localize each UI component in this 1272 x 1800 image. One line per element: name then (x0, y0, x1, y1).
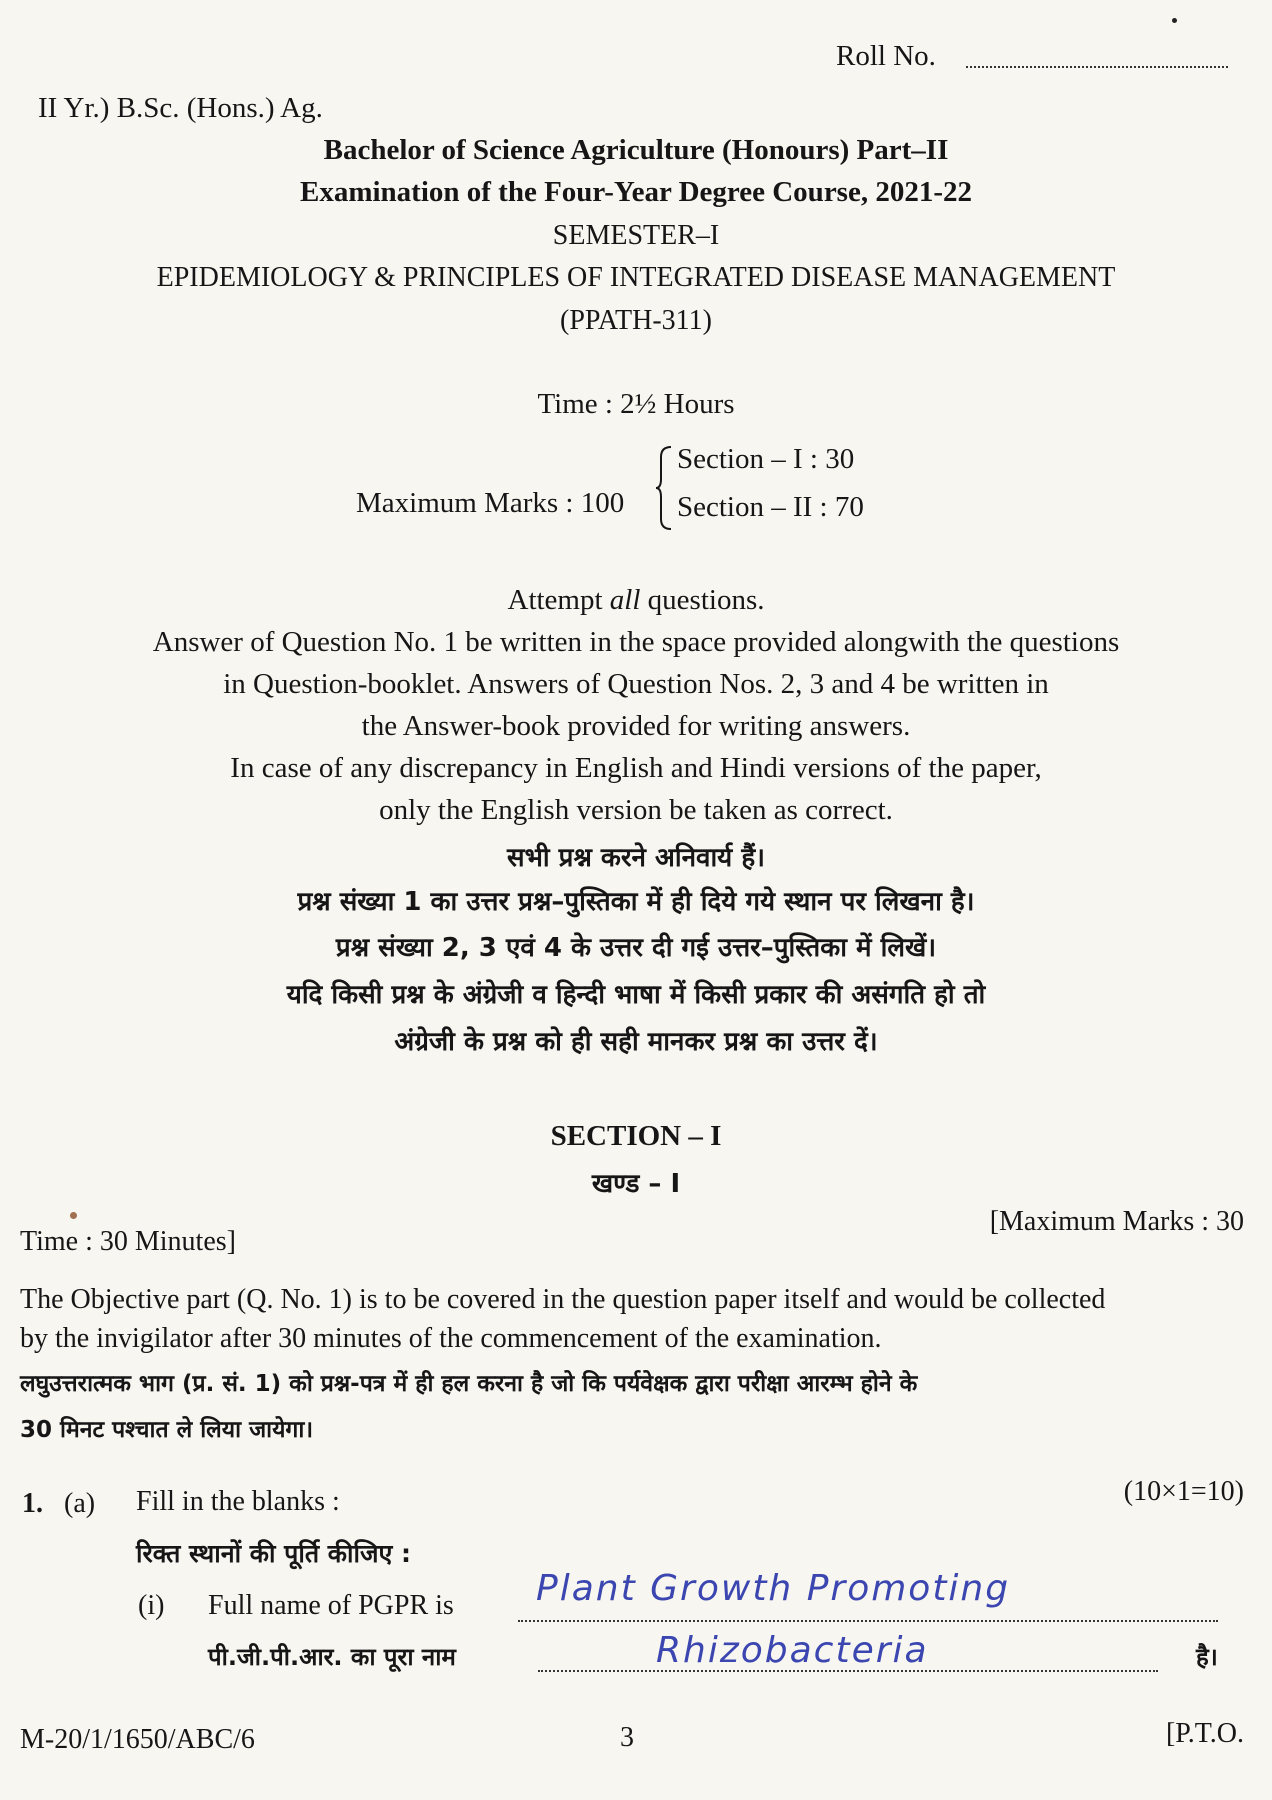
section-1-marks: Section – I : 30 (677, 443, 855, 475)
answer-blank-1[interactable] (518, 1620, 1218, 1622)
instruction-line-2: in Question-booklet. Answers of Question Nos. 2, 3 and 4 be written in (223, 668, 1049, 700)
page-number: 3 (620, 1722, 634, 1753)
subject-title: EPIDEMIOLOGY & PRINCIPLES OF INTEGRATED DISEASE MANAGEMENT (156, 262, 1116, 293)
attempt-emphasis: all (609, 584, 641, 616)
brace-icon (655, 445, 673, 531)
question-marks: (10×1=10) (1123, 1476, 1244, 1507)
course-code: (PPATH-311) (560, 305, 712, 336)
section-max-marks: [Maximum Marks : 30 (989, 1206, 1244, 1237)
semester-label: SEMESTER–I (552, 220, 720, 251)
degree-title: Bachelor of Science Agriculture (Honours) Part–II (323, 134, 949, 166)
hindi-instruction-1: सभी प्रश्न करने अनिवार्य हैं। (507, 843, 765, 873)
objective-note-hindi-1: लघुउत्तरात्मक भाग (प्र. सं. 1) को प्रश्न-पत्र में ही हल करना है जो कि पर्यवेक्षक द्वारा परीक्षा आरम्भ होने के (20, 1371, 918, 1397)
exam-time: Time : 2½ Hours (537, 388, 735, 420)
attempt-instruction: Attempt all questions. (507, 584, 765, 616)
handwritten-answer-1: Plant Growth Promoting (536, 1568, 1011, 1609)
exam-title: Examination of the Four-Year Degree Course, 2021-22 (300, 176, 972, 208)
instruction-line-5: only the English version be taken as correct. (379, 794, 893, 826)
hindi-instruction-5: अंग्रेजी के प्रश्न को ही सही मानकर प्रश्न का उत्तर दें। (394, 1027, 878, 1057)
section-2-marks: Section – II : 70 (677, 491, 864, 523)
maximum-marks: Maximum Marks : 100 (356, 487, 625, 519)
objective-note-hindi-2: 30 मिनट पश्चात ले लिया जायेगा। (20, 1417, 314, 1443)
item-text-hindi: पी.जी.पी.आर. का पूरा नाम (208, 1643, 456, 1671)
handwritten-answer-2: Rhizobacteria (656, 1630, 929, 1671)
section-marks-breakdown (655, 443, 885, 535)
scan-speck (1172, 18, 1177, 23)
item-number: (i) (138, 1590, 165, 1621)
instruction-line-4: In case of any discrepancy in English and Hindi versions of the paper, (230, 752, 1042, 784)
roll-number-blank[interactable] (966, 66, 1228, 68)
objective-note-1: The Objective part (Q. No. 1) is to be covered in the question paper itself and would be collected (20, 1284, 1106, 1315)
scan-speck (70, 1212, 77, 1219)
hindi-instruction-3: प्रश्न संख्या 2, 3 एवं 4 के उत्तर दी गई उत्तर–पुस्तिका में लिखें। (335, 933, 937, 963)
instruction-line-1: Answer of Question No. 1 be written in the space provided alongwith the questions (152, 626, 1120, 658)
question-part: (a) (64, 1488, 96, 1519)
roll-number-label: Roll No. (836, 40, 936, 72)
question-number: 1. (22, 1488, 43, 1519)
hindi-instruction-2: प्रश्न संख्या 1 का उत्तर प्रश्न–पुस्तिका में ही दिये गये स्थान पर लिखना है। (297, 887, 975, 917)
section-title-hindi: खण्ड – I (591, 1169, 681, 1199)
hindi-instruction-4: यदि किसी प्रश्न के अंग्रेजी व हिन्दी भाषा में किसी प्रकार की असंगति हो तो (286, 980, 986, 1010)
paper-code: M-20/1/1650/ABC/6 (20, 1724, 255, 1755)
objective-note-2: by the invigilator after 30 minutes of the commencement of the examination. (20, 1323, 882, 1354)
please-turn-over: [P.T.O. (1165, 1718, 1244, 1749)
roll-number-field (836, 40, 936, 73)
question-instruction: Fill in the blanks : (136, 1486, 340, 1517)
section-time: Time : 30 Minutes] (20, 1226, 236, 1257)
question-instruction-hindi: रिक्त स्थानों की पूर्ति कीजिए : (136, 1539, 412, 1568)
course-line: II Yr.) B.Sc. (Hons.) Ag. (38, 92, 323, 124)
item-text: Full name of PGPR is (208, 1590, 454, 1621)
item-text-hindi-end: है। (1196, 1643, 1218, 1671)
section-title: SECTION – I (550, 1120, 722, 1152)
instruction-line-3: the Answer-book provided for writing answers. (361, 710, 911, 742)
